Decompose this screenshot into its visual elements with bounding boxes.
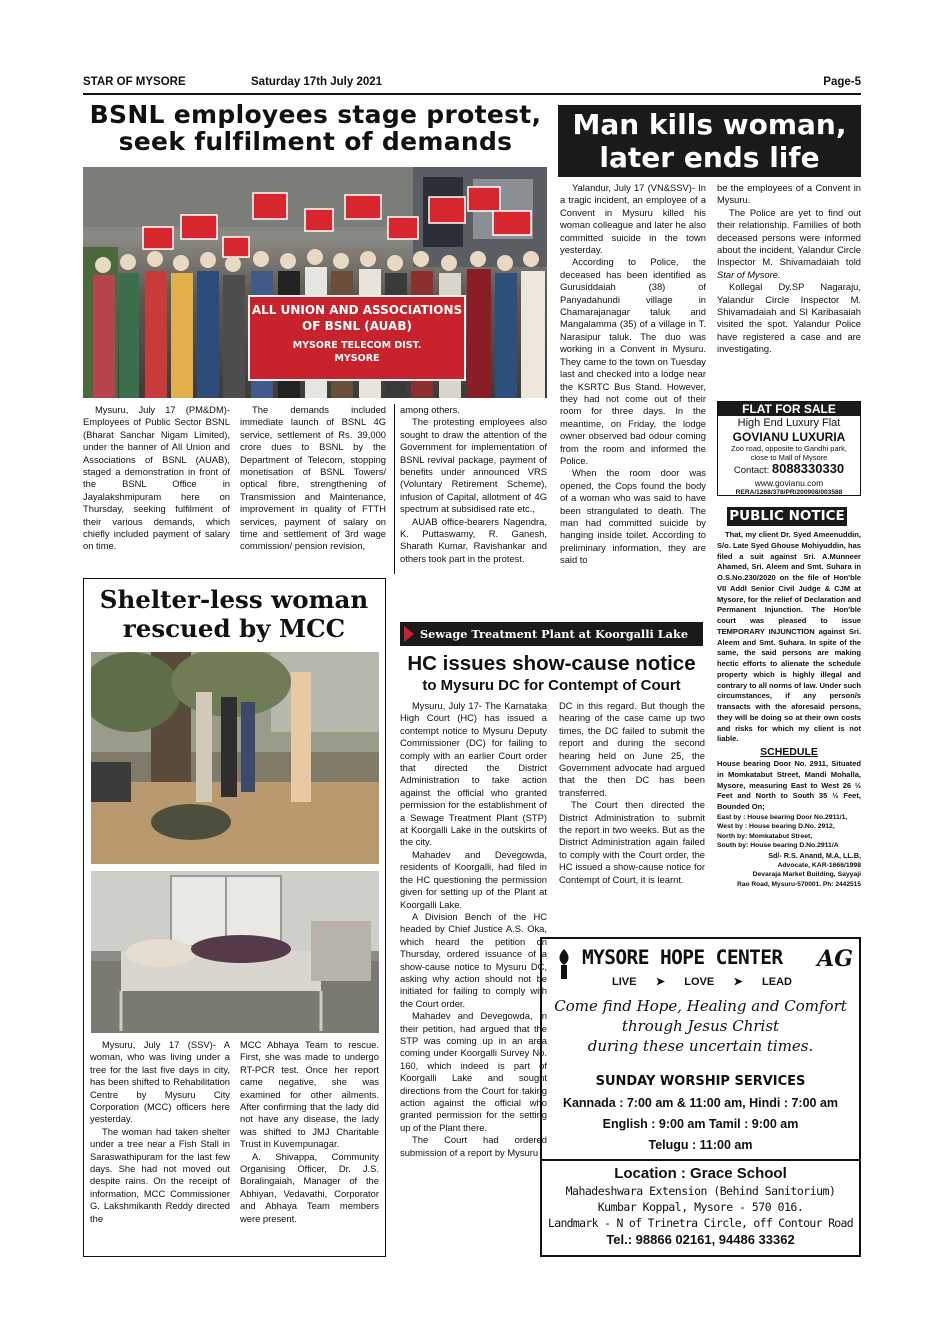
notice-bound-west: West by : House bearing D.No. 2912,	[717, 823, 835, 831]
bsnl-protest-photo	[83, 167, 547, 398]
hc-col1-p3: A Division Bench of the HC headed by Chief Justice A.S. Oka, which heard the petition on Thursday, ordered issuance of a show-cause notice to Mysuru DC, asking why action should not be initiated for failing to comply with the Court order.	[400, 910, 547, 1009]
bsnl-col3-p2: The protesting employees also sought to draw the attention of the Government for implementation of BSNL revival package, payment of benefits under announced VRS (Voluntary Retirement Scheme), infusion of Capital, allotment of 4G spectrum at subsidised rate etc.,	[400, 416, 547, 515]
shelter-headline-line1: Shelter-less woman	[99, 585, 369, 614]
hc-col2-p1: DC in this regard. But though the hearing of the case came up two times, the DC failed to submit the report and during the second hearing held on June 25, the Government advocate had argued that the then DC has been transferred.	[559, 700, 705, 798]
bed-scene-image	[91, 871, 379, 1033]
public-notice	[717, 505, 861, 929]
hc-kicker	[400, 622, 703, 646]
mankills-col1	[560, 182, 706, 567]
paper-name: STAR OF MYSORE	[83, 76, 186, 88]
hope-message-line3: during these uncertain times.	[587, 1037, 814, 1055]
shelter-headline	[84, 585, 384, 643]
hope-message-line2: through Jesus Christ	[621, 1017, 780, 1035]
flat-for-sale-ad	[717, 401, 861, 496]
notice-advocate: Advocate, KAR-1666/1998	[777, 861, 861, 869]
hc-col2	[559, 700, 705, 886]
mankills-col2-p1: be the employees of a Convent in Mysuru.	[717, 182, 861, 206]
service-kannada-hindi: Kannada : 7:00 am & 11:00 am, Hindi : 7:00 am	[562, 1096, 839, 1110]
bsnl-col2-p1: The demands included immediate launch of BSNL 4G service, settlement of Rs. 39,000 crore dues to BSNL by the Department of Telecom, stopping monetisation of BSNL Towers/ optical fibre, strengthening of Transmission and Maintenance, improvement in quality of FTTH services, payment of salary on time and settlement of 3rd wage commission/ pension revision,	[240, 404, 386, 552]
bsnl-col3-p3: AUAB office-bearers Nagendra, K. Puttaswamy, R. Ganesh, Sharath Kumar, Ravishankar and others took part in the protest.	[400, 515, 547, 564]
hc-headline	[400, 652, 703, 695]
torch-icon	[554, 947, 574, 981]
hope-message	[542, 996, 859, 1056]
shelter-headline-line2: rescued by MCC	[122, 614, 346, 643]
hc-col1-p5: The Court had ordered submission of a report by Mysuru	[400, 1134, 547, 1158]
banner-line3: MYSORE TELECOM DIST.	[292, 340, 422, 351]
notice-title: PUBLIC NOTICE	[727, 507, 847, 526]
bsnl-headline-line1: BSNL employees stage protest,	[89, 100, 542, 129]
mankills-col2-p2	[717, 207, 861, 281]
tag-love: LOVE	[684, 975, 715, 988]
location-title: Location : Grace School	[614, 1165, 787, 1182]
mankills-headline-line1: Man kills woman,	[572, 108, 847, 141]
location-line2: Kumbar Koppal, Mysore - 570 016.	[597, 1200, 804, 1214]
notice-address1: Devaraja Market Building, Sayyaji	[752, 871, 861, 879]
flat-title: FLAT FOR SALE	[718, 402, 860, 416]
notice-body: That, my client Dr. Syed Ameenuddin, S/o. Late Syed Ghouse Mohiyuddin, has filed a suit against Sri. A.Munneer Ahamed, Sri. Aleem and Smt. Suhara in O.S.No.230/2020 on the file of Hon'ble VII Addl Senior Civil Judge & CJM at Mysore, for the relief of Declaration and Permanent Injunction. The Hon'ble court was pleased to issue TEMPORARY INJUNCTION against Sri. Aleem and Smt. Suhara. In spite of the same, the said persons are making hectic efforts to alienate the schedule property which is highly illegal and contrary to all norms of law. Under such circumstances, if any person/s transacts with the aforesaid persons, they will be doing so at their own costs and risks for which my client is not liable.	[717, 530, 861, 744]
notice-bound-south: South by: House bearing D.No.2911/A	[717, 842, 839, 850]
notice-schedule: House bearing Door No. 2911, Situated in Momkatabut Street, Mandi Mohalla, Mysore, measuring East to West 26 ½ Feet and North to South 35 ½ Feet, Bounded On;	[717, 759, 861, 811]
services-list	[542, 1093, 859, 1156]
arrow-icon: ➤	[733, 976, 743, 988]
mankills-col1-p1: Yalandur, July 17 (VN&SSV)- In a tragic incident, an employee of a Convent in Mysuru killed his woman colleague and later he also committed suicide in the town yesterday.	[560, 182, 706, 256]
hope-center-ad	[540, 937, 861, 1257]
shelter-photo-bed	[91, 871, 379, 1033]
page-number: Page-5	[823, 76, 861, 88]
issue-date: Saturday 17th July 2021	[251, 76, 383, 88]
bsnl-col2	[240, 404, 386, 553]
tag-live: LIVE	[612, 975, 637, 988]
hope-location	[542, 1164, 859, 1248]
flat-web: www.govianu.com	[754, 478, 824, 488]
flat-contact-label: Contact:	[733, 465, 770, 476]
banner-line4: MYSORE	[334, 353, 380, 364]
hc-col1	[400, 700, 547, 1159]
banner-line1: ALL UNION AND ASSOCIATIONS	[251, 303, 463, 317]
hope-phone: Tel.: 98866 02161, 94486 33362	[606, 1232, 795, 1247]
bsnl-headline	[83, 101, 548, 155]
hc-col1-p2: Mahadev and Devegowda, residents of Koorgalli, had filed in the HC questioning the permission given for setting up of the Plant at Koorgalli Lake.	[400, 848, 547, 910]
masthead	[83, 76, 861, 92]
kicker-arrow-icon	[404, 626, 414, 642]
shelter-col2	[240, 1039, 379, 1225]
flat-line4: close to Mall of Mysore	[750, 453, 828, 462]
hc-headline-main: HC issues show-cause notice	[407, 652, 696, 675]
bsnl-col1-p1: Mysuru, July 17 (PM&DM)- Employees of Public Sector BSNL (Bharat Sanchar Nigam Limited), under the banner of All Union and Associations of BSNL (AUAB), staged a demonstration in front of the BSNL Office in Jayalakshmipuram here on Thursday, seeking fulfilment of their various demands, which chiefly included payment of salary on time.	[83, 404, 230, 552]
mankills-headline	[558, 105, 861, 177]
bsnl-col3-p1: among others.	[400, 404, 460, 415]
mankills-headline-line2: later ends life	[599, 141, 820, 174]
col-divider	[394, 404, 395, 574]
flat-rera: RERA/1268/378/PR/200908/003588	[735, 489, 843, 496]
mankills-col2-p3: Kollegal Dy.SP Nagaraju, Yalandur Circle Inspector M. Shivamadaiah and SI Karibasaiah visited the spot. Yalandur Police have registered a case and are investigating.	[717, 281, 861, 355]
notice-schedule-title: SCHEDULE	[760, 746, 818, 758]
mankills-col1-p3: When the room door was opened, the Cops found the body of a woman who was said to have been strangulated to death. The man had committed suicide by hanging inside toilet. According to preliminary information, they are said to	[560, 467, 706, 566]
masthead-rule	[83, 93, 861, 95]
flat-project: GOVIANU LUXURIA	[732, 430, 846, 444]
flat-line1: High End Luxury Flat	[737, 417, 841, 429]
hc-col1-p1: Mysuru, July 17- The Karnataka High Court (HC) has issued a contempt notice to Mysuru Deputy Commissioner (DC) for failing to comply with an earlier Court order that directed the District Administration to take action against the official who granted permission for the establishment of a Sewage Treatment Plant (STP) at Koorgalli Lake in the outskirts of the city.	[400, 700, 547, 848]
bsnl-col1	[83, 404, 230, 553]
hope-tagline	[612, 975, 792, 988]
notice-address2: Rao Road, Mysuru-570001. Ph: 2442515	[737, 880, 861, 888]
shelter-col1-p1: Mysuru, July 17 (SSV)- A woman, who was living under a tree for the last five days in city, has been shifted to Rehabilitation Centre by Mysuru City Corporation (MCC) officers here yesterday.	[90, 1039, 230, 1125]
shelter-photo-tree	[91, 652, 379, 864]
hope-name: MYSORE HOPE CENTER	[582, 946, 783, 969]
service-telugu: Telugu : 11:00 am	[648, 1138, 753, 1152]
shelter-col2-p2: A. Shivappa, Community Organising Officer, Dr. J.S. Boralingaiah, Manager of the Abhiyan, Vedavathi, Corporator and Abhaya Team members were present.	[240, 1150, 379, 1224]
notice-bound-north: North by: Momkatabut Street,	[717, 832, 813, 840]
flat-line3: Zoo road, opposite to Gandhi park,	[731, 444, 847, 453]
hc-col2-p2: The Court then directed the District Administration to submit the report in two weeks. But as the District Administration again failed to comply with the Court order, the HC issued a show-cause notice for Contempt of Court, it is learnt.	[559, 799, 705, 885]
shelter-col2-p1: MCC Abhaya Team to rescue. First, she was made to undergo RT-PCR test. Once her report came negative, she was examined for other ailments. After confirming that the lady did not have any disease, the lady was shifted to JMJ Charitable Trust in Kuvempunagar.	[240, 1039, 379, 1150]
mankills-col1-p2: According to Police, the deceased has been identified as Gurusiddaiah (38) of Panyadahundi village in Chamarajanagar taluk and Mangalamma (35) of a village in T. Narasipur taluk. The duo was working in a Convent in Mysuru. They came to the town on Tuesday last and checked into a lodge near the KSRTC Bus Stand. However, they had not come out of their room for three days. In the meantime, on Friday, the lodge owner observed bad odour coming from the room and informed the Police.	[560, 256, 706, 466]
banner-line2: OF BSNL (AUAB)	[302, 319, 412, 333]
hope-divider	[542, 1159, 859, 1161]
hc-subhead: to Mysuru DC for Contempt of Court	[422, 677, 681, 694]
service-english-tamil: English : 9:00 am Tamil : 9:00 am	[602, 1117, 799, 1131]
mankills-col2-p2-text: The Police are yet to find out their relationship. Families of both deceased persons were informed about the incident, Yalandur Circle Inspector M. Shivamadaiah told	[717, 206, 861, 268]
arrow-icon: ➤	[655, 976, 665, 988]
location-line3: Landmark - N of Trinetra Circle, off Contour Road	[548, 1216, 853, 1230]
notice-signature: Sd/- R.S. Anand, M.A, LL.B,	[768, 850, 861, 860]
notice-bound-east: East by : House bearing Door No.2911/1,	[717, 813, 848, 821]
auab-banner	[248, 295, 466, 381]
bsnl-headline-line2: seek fulfilment of demands	[118, 127, 513, 156]
location-line1: Mahadeshwara Extension (Behind Sanitorium)	[565, 1184, 836, 1198]
hope-message-line1: Come find Hope, Healing and Comfort	[554, 997, 847, 1015]
shelter-col1-p2: The woman had taken shelter under a tree near a Fish Stall in Saraswathipuram for the last few days. She had not moved out despite rains. On the receipt of information, MCC Commissioner G. Lakshmikanth Reddy directed the	[90, 1125, 230, 1224]
hc-col1-p4: Mahadev and Devegowda, in their petition, had argued that the STP was coming up in an area coming under Koorgalli Survey No. 160, which indeed is part of Koorgalli Lake and sought directions from the Court for taking action against the official who granted permission for the setting up of the Plant there.	[400, 1010, 547, 1133]
mankills-col2	[717, 182, 861, 356]
ag-logo: AG	[817, 946, 853, 972]
tag-lead: LEAD	[762, 975, 792, 988]
flat-phone: 8088330330	[771, 461, 845, 476]
mankills-col2-italic: Star of Mysore.	[717, 268, 781, 280]
services-title: SUNDAY WORSHIP SERVICES	[595, 1074, 806, 1089]
tree-scene-image	[91, 652, 379, 864]
hc-kicker-text: Sewage Treatment Plant at Koorgalli Lake	[420, 627, 689, 641]
flat-contact	[718, 462, 860, 478]
shelter-col1	[90, 1039, 230, 1225]
bsnl-col3	[400, 404, 547, 565]
